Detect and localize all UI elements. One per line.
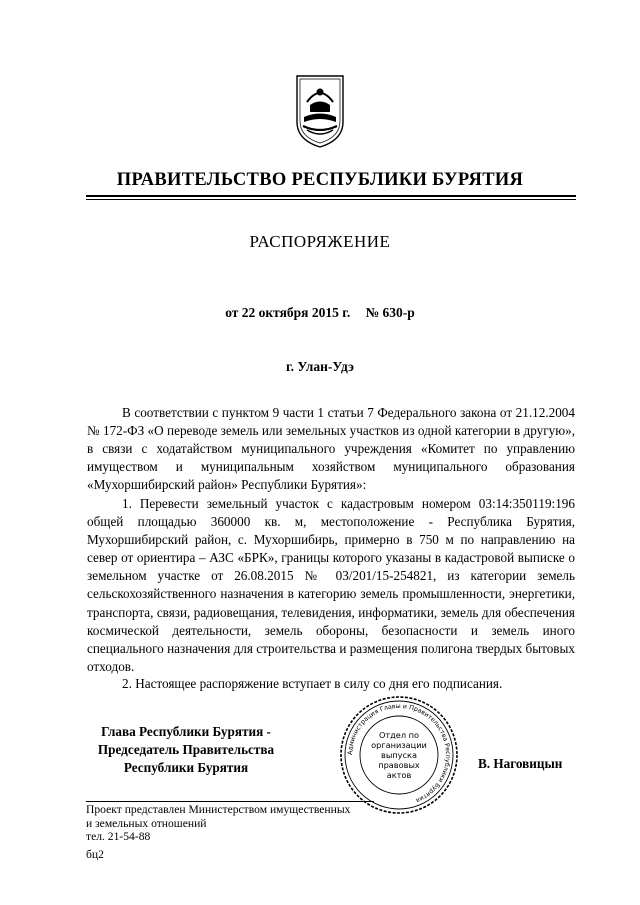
signatory-title [86, 723, 286, 778]
official-stamp [338, 694, 460, 816]
footer-line: и земельных отношений [86, 816, 207, 830]
organization-title: ПРАВИТЕЛЬСТВО РЕСПУБЛИКИ БУРЯТИЯ [116, 170, 524, 190]
signatory-name: В. Наговицын [478, 756, 563, 771]
stamp-center-line: выпуска [381, 750, 417, 760]
footer-code: бц2 [86, 848, 104, 861]
signatory-title-line: Республики Бурятия [123, 760, 249, 776]
footer-line: Проект представлен Министерством имущественных [86, 803, 351, 816]
clause-1-paragraph: 1. Перевести земельный участок с кадастровым номером 03:14:350119:196 общей площадью 360000 кв. м, местоположение - Республика Бурятия, Мухоршибирский район, с. Мухоршибирь, примерно в 750 м по направлению на север от ориентира – АЗС «БРК», границы которого указаны в кадастровой выписке о земельном участке от 26.08.2015 № 03/201/15-254821, из категории земель сельскохозяйственного назначения в категорию земель промышленности, энергетики, транспорта, связи, радиовещания, телевидения, информатики, земель для обеспечения космической деятельности, земель обороны, безопасности и земель иного специального назначения для строительства и размещения полигона твердых бытовых отходов. [87, 496, 575, 674]
clause-2-paragraph: 2. Настоящее распоряжение вступает в силу со дня его подписания. [122, 676, 503, 691]
document-type: РАСПОРЯЖЕНИЕ [249, 232, 391, 251]
footer-note [86, 797, 350, 844]
stamp-ring-text: Администрация Главы и Правительства Республики Бурятия [346, 702, 452, 804]
signatory-title-line: Глава Республики Бурятия - [101, 724, 271, 739]
document-place: г. Улан-Удэ [286, 359, 354, 374]
document-number: № 630-р [365, 305, 415, 320]
stamp-center-line: правовых [378, 760, 420, 770]
stamp-center-line: актов [386, 770, 412, 780]
footer-line: тел. 21-54-88 [86, 830, 151, 844]
preamble-paragraph: В соответствии с пунктом 9 части 1 статьи 7 Федерального закона от 21.12.2004 № 172-ФЗ «О переводе земель или земельных участков из одной категории в другую», в связи с ходатайством муниципального учреждения «Комитет по управлению имуществом и муниципальным хозяйством муниципального образования «Мухоршибирский район» Республики Бурятия»: [87, 405, 575, 493]
stamp-center-line: организации [371, 740, 427, 750]
stamp-center-line: Отдел по [378, 730, 420, 740]
header-thick-rule [86, 195, 576, 197]
document-date: от 22 октября 2015 г. [225, 305, 351, 320]
signatory-title-line: Председатель Правительства [97, 742, 275, 758]
header-thin-rule [86, 199, 576, 200]
date-number-line [0, 305, 640, 321]
coat-of-arms-emblem [293, 72, 347, 150]
